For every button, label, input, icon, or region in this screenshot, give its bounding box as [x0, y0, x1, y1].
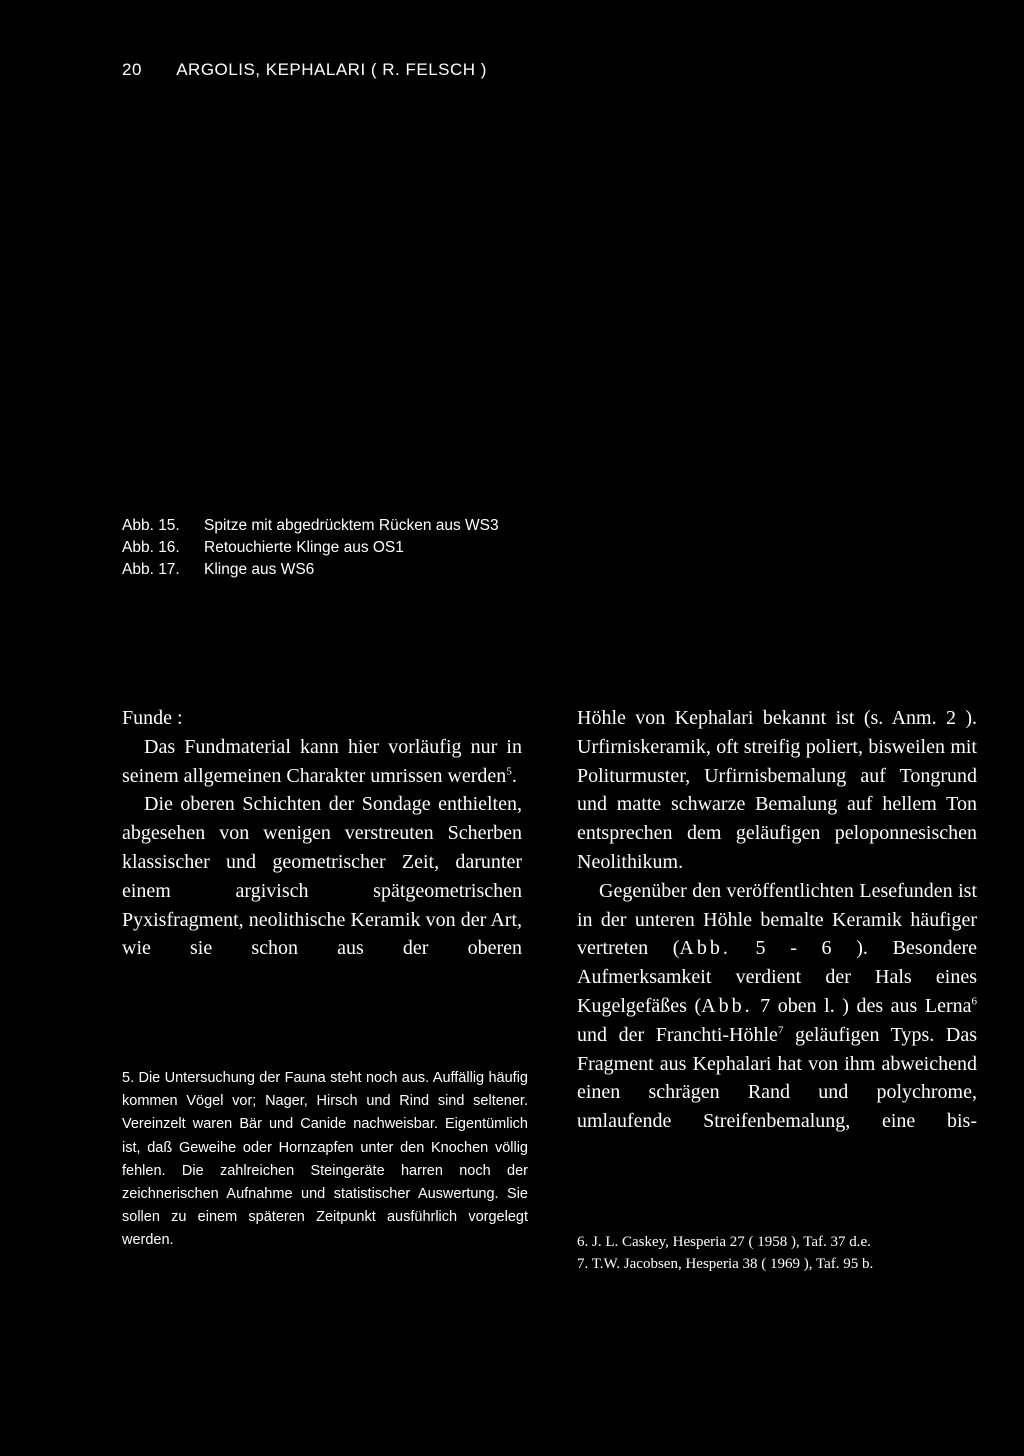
- paragraph-text: geläufigen Typs. Das Fragment aus Kephalari hat von ihm abweichend einen schrägen Rand und polychrome, umlaufende Streifenbemalung, eine bis-: [577, 1023, 977, 1133]
- body-paragraph: Höhle von Kephalari bekannt ist (s. Anm. 2 ). Urfirniskeramik, oft streifig poliert, bisweilen mit Politurmuster, Urfirnisbemalung auf Tongrund und matte schwarze Bemalung auf hellem Ton entsprechen dem geläufigen peloponnesischen Neolithikum.: [577, 707, 977, 873]
- figure-ref: Abb.: [701, 994, 753, 1017]
- running-title: ARGOLIS, KEPHALARI ( R. FELSCH ): [176, 60, 487, 79]
- figure-caption: [122, 537, 499, 559]
- footnote-text: Die Untersuchung der Fauna steht noch aus. Auffällig häufig kommen Vögel vor; Nager, Hirsch und Rind sind seltener. Vereinzelt waren Bär und Canide nachweisbar. Eigentümlich ist, daß Geweihe oder Hornzapfen unter den Knochen völlig fehlen. Die zahlreichen Steingeräte harren noch der zeichnerischen Aufnahme und statistischer Auswertung. Sie sollen zu einem späteren Zeitpunkt ausführlich vorgelegt werden.: [122, 1070, 528, 1249]
- caption-text: Spitze mit abgedrücktem Rücken aus WS3: [204, 517, 499, 534]
- page-number: 20: [122, 60, 142, 79]
- footnotes-right: [577, 1231, 977, 1275]
- section-heading: Funde :: [122, 707, 183, 729]
- footnote: 7. T.W. Jacobsen, Hesperia 38 ( 1969 ), Taf. 95 b.: [577, 1256, 874, 1272]
- paragraph-text: 5 - 6 ). Besondere Aufmerksamkeit verdient der Hals eines Kugelgefäßes (: [577, 937, 977, 1017]
- body-paragraph: [577, 877, 977, 1136]
- footnote-left: [122, 1067, 528, 1253]
- figure-captions: [122, 515, 499, 581]
- body-paragraph: [122, 733, 522, 791]
- caption-label: Abb. 17.: [122, 561, 180, 578]
- body-paragraph: Die oberen Schichten der Sondage enthielten, abgesehen von wenigen verstreuten Scherben klassischer und geometrischer Zeit, darunter einem argivisch spätgeometrischen Pyxisfragment, neolithische Keramik von der Art, wie sie schon aus der oberen: [122, 793, 522, 960]
- footnote-number: 5.: [122, 1070, 135, 1086]
- figure-caption: [122, 559, 499, 581]
- caption-label: Abb. 15.: [122, 517, 180, 534]
- figure-ref: Abb.: [679, 937, 731, 960]
- paragraph-text: Gegenüber den veröffentlichten Lesefunden ist in der unteren Höhle bemalte Keramik häufiger vertreten (: [577, 879, 977, 960]
- footnote-ref: 7: [777, 1024, 784, 1037]
- caption-label: Abb. 16.: [122, 539, 180, 556]
- caption-text: Klinge aus WS6: [204, 561, 315, 578]
- paragraph-end: .: [511, 764, 517, 787]
- footnote: [122, 1067, 528, 1253]
- footnote: 6. J. L. Caskey, Hesperia 27 ( 1958 ), Taf. 37 d.e.: [577, 1234, 871, 1250]
- running-header: [122, 60, 487, 80]
- left-text-column: [122, 704, 522, 963]
- paragraph-text: und der Franchti-Höhle: [577, 1023, 778, 1046]
- footnote-ref: 5: [506, 764, 512, 777]
- footnote-ref: 6: [971, 995, 977, 1008]
- figure-caption: [122, 515, 499, 537]
- right-text-column: [577, 704, 977, 1136]
- caption-text: Retouchierte Klinge aus OS1: [204, 539, 404, 556]
- paragraph-text: 7 oben l. ) des aus Lerna: [752, 994, 972, 1017]
- paragraph-text: Das Fundmaterial kann hier vorläufig nur in seinem allgemeinen Charakter umrissen werden: [122, 735, 522, 787]
